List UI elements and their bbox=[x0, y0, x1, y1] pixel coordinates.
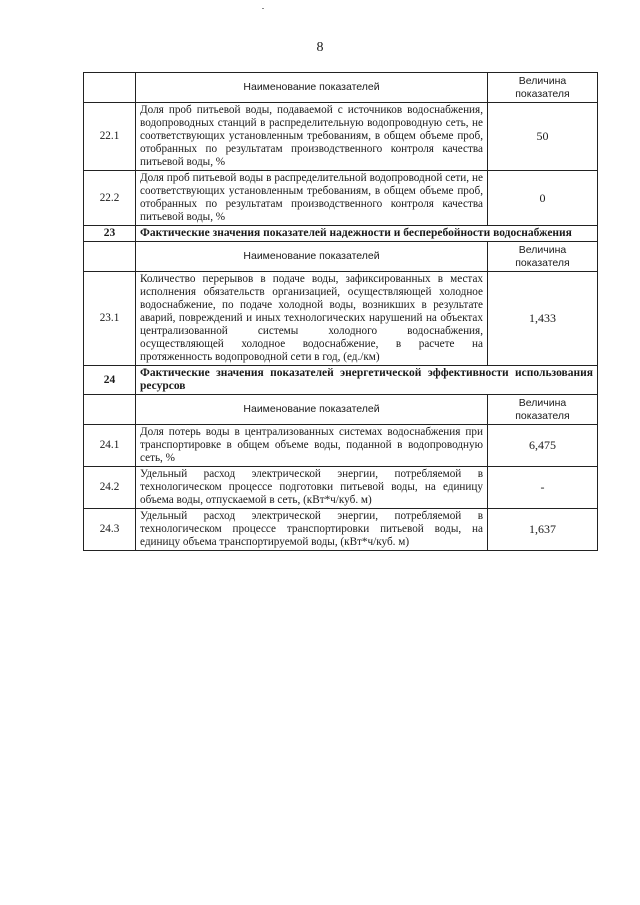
header-value-cell: Величина показателя bbox=[488, 73, 598, 103]
header-value-cell: Величина показателя bbox=[488, 242, 598, 272]
header-value-cell: Величина показателя bbox=[488, 395, 598, 425]
row-value: 0 bbox=[488, 171, 598, 226]
table-row bbox=[84, 171, 598, 226]
row-number: 24.2 bbox=[84, 467, 136, 509]
table-header-row bbox=[84, 73, 598, 103]
section-title: Фактические значения показателей энергетической эффективности использования ресурсов bbox=[136, 366, 598, 395]
row-value: 50 bbox=[488, 103, 598, 171]
page-number: 8 bbox=[316, 40, 324, 55]
table-row bbox=[84, 425, 598, 467]
row-description: Удельный расход электрической энергии, потребляемой в технологическом процессе транспортировки питьевой воды, на единицу объема транспортируемой воды, (кВт*ч/куб. м) bbox=[136, 509, 488, 551]
table-row bbox=[84, 103, 598, 171]
header-name-cell: Наименование показателей bbox=[136, 395, 488, 425]
row-number: 24.1 bbox=[84, 425, 136, 467]
header-num-cell bbox=[84, 395, 136, 425]
row-description: Доля проб питьевой воды, подаваемой с источников водоснабжения, водопроводных станций в распределительную водопроводную сеть, не соответствующих установленным требованиям, в общем объеме проб, отобранных по результатам производственного контроля качества питьевой воды, % bbox=[136, 103, 488, 171]
table-row bbox=[84, 272, 598, 366]
table-header-row bbox=[84, 242, 598, 272]
table-row bbox=[84, 467, 598, 509]
row-number: 22.2 bbox=[84, 171, 136, 226]
scan-mark bbox=[262, 8, 264, 9]
row-value: 1,433 bbox=[488, 272, 598, 366]
row-description: Удельный расход электрической энергии, потребляемой в технологическом процессе подготовки питьевой воды, на единицу объема воды, отпускаемой в сеть, (кВт*ч/куб. м) bbox=[136, 467, 488, 509]
header-name-cell: Наименование показателей bbox=[136, 73, 488, 103]
section-title: Фактические значения показателей надежности и бесперебойности водоснабжения bbox=[136, 226, 598, 242]
header-name-cell: Наименование показателей bbox=[136, 242, 488, 272]
indicators-table bbox=[83, 72, 598, 551]
row-description: Доля проб питьевой воды в распределительной водопроводной сети, не соответствующих установленным требованиям, в общем объеме проб, отобранных по результатам производственного контроля качества питьевой воды, % bbox=[136, 171, 488, 226]
row-number: 24.3 bbox=[84, 509, 136, 551]
section-header-row bbox=[84, 226, 598, 242]
header-num-cell bbox=[84, 73, 136, 103]
section-number: 24 bbox=[84, 366, 136, 395]
row-value: 1,637 bbox=[488, 509, 598, 551]
table-header-row bbox=[84, 395, 598, 425]
row-number: 22.1 bbox=[84, 103, 136, 171]
table-row bbox=[84, 509, 598, 551]
row-description: Доля потерь воды в централизованных системах водоснабжения при транспортировке в общем объеме воды, поданной в водопроводную сеть, % bbox=[136, 425, 488, 467]
section-header-row bbox=[84, 366, 598, 395]
section-number: 23 bbox=[84, 226, 136, 242]
header-num-cell bbox=[84, 242, 136, 272]
row-number: 23.1 bbox=[84, 272, 136, 366]
row-value: 6,475 bbox=[488, 425, 598, 467]
row-value: - bbox=[488, 467, 598, 509]
row-description: Количество перерывов в подаче воды, зафиксированных в местах исполнения обязательств организацией, осуществляющей холодное водоснабжение, по подаче холодной воды, возникших в результате аварий, повреждений и иных технологических нарушений на объектах централизованной системы холодного водоснабжения, осуществляющей холодное водоснабжение, в расчете на протяженность водопроводной сети в год, (ед./км) bbox=[136, 272, 488, 366]
